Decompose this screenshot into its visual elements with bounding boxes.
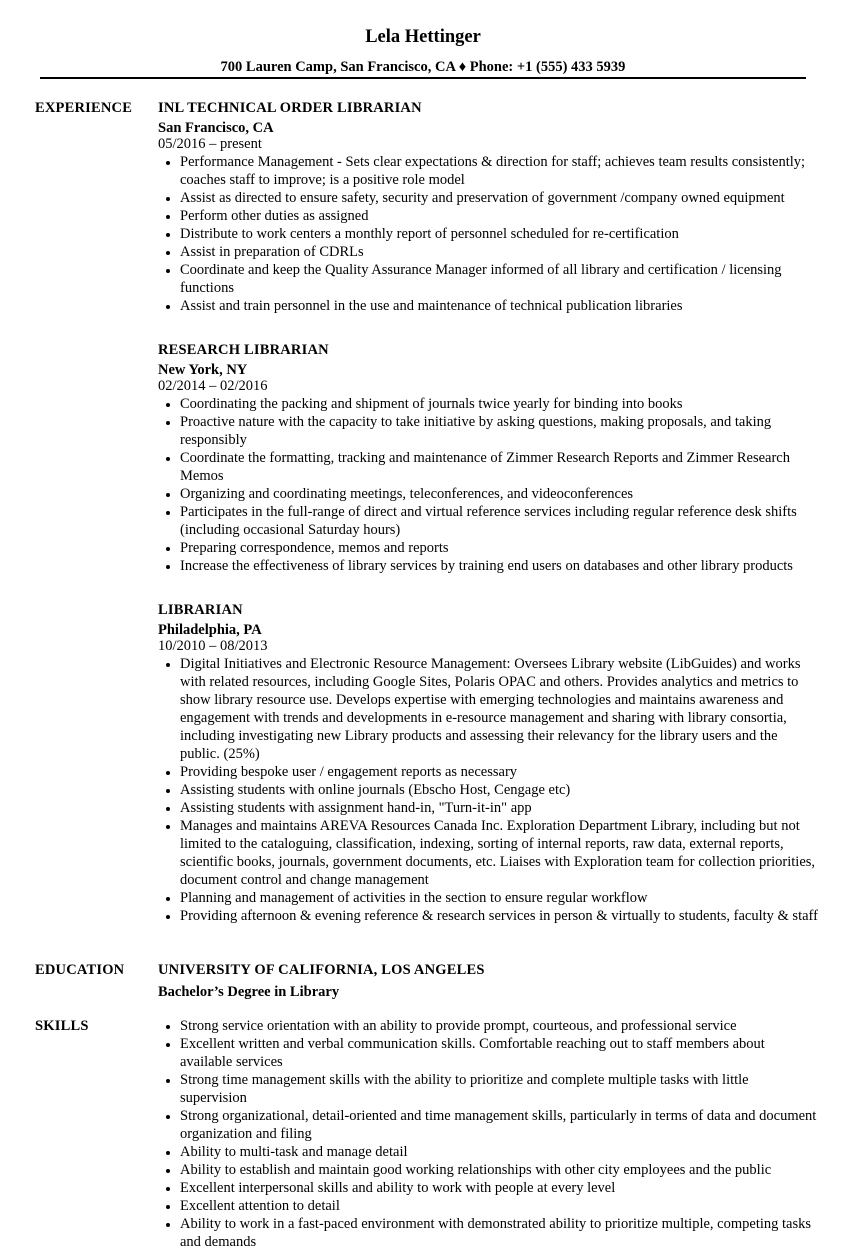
degree: Bachelor’s Degree in Library [158,984,340,1000]
bullet-item: • Assist in preparation of CDRLs [180,243,818,261]
job-title: RESEARCH LIBRARIAN [158,342,329,358]
bullet-item: • Assisting students with assignment hand-in, "Turn-it-in" app [180,799,818,817]
bullet-item: • Performance Management - Sets clear expectations & direction for staff; achieves team results consistently; coaches staff to improve; is a positive role model [180,153,818,189]
skills-body [158,1017,818,1251]
bullet-item: • Providing afternoon & evening reference & research services in person & virtually to students, faculty & staff [180,907,818,925]
bullet-item: • Coordinating the packing and shipment of journals twice yearly for binding into books [180,395,818,413]
skill-item: • Ability to work in a fast-paced environment with demonstrated ability to prioritize multiple, competing tasks and demands [180,1215,818,1251]
skill-item: • Ability to multi-task and manage detail [180,1143,818,1161]
bullet-item: • Coordinate the formatting, tracking and maintenance of Zimmer Research Reports and Zimmer Research Memos [180,449,818,485]
bullet-item: • Providing bespoke user / engagement reports as necessary [180,763,818,781]
job-dates: 10/2010 – 08/2013 [158,638,268,654]
job-bullets [158,395,818,575]
bullet-item: • Participates in the full-range of direct and virtual reference services including regular reference desk shifts (including occasional Saturday hours) [180,503,818,539]
bullet-item: • Distribute to work centers a monthly report of personnel scheduled for re-certification [180,225,818,243]
section-title-experience: EXPERIENCE [35,100,133,116]
job-dates: 05/2016 – present [158,136,262,152]
bullet-item: • Perform other duties as assigned [180,207,818,225]
job-entry [158,341,818,575]
skill-item: • Strong time management skills with the ability to prioritize and complete multiple tasks with little supervision [180,1071,818,1107]
job-title: LIBRARIAN [158,602,243,618]
contact-line: 700 Lauren Camp, San Francisco, CA ♦ Phone: +1 (555) 433 5939 [220,59,626,75]
bullet-item: • Assist as directed to ensure safety, security and preservation of government /company owned equipment [180,189,818,207]
skill-item: • Excellent interpersonal skills and ability to work with people at every level [180,1179,818,1197]
job-entry [158,99,818,315]
header-divider [40,77,806,79]
bullet-item: • Organizing and coordinating meetings, teleconferences, and videoconferences [180,485,818,503]
bullet-item: • Planning and management of activities in the section to ensure regular workflow [180,889,818,907]
bullet-item: • Proactive nature with the capacity to take initiative by asking questions, making proposals, and taking responsibly [180,413,818,449]
skill-item: • Strong service orientation with an ability to provide prompt, courteous, and professional service [180,1017,818,1035]
bullet-item: • Coordinate and keep the Quality Assurance Manager informed of all library and certification / licensing functions [180,261,818,297]
skill-item: • Excellent written and verbal communication skills. Comfortable reaching out to staff members about available services [180,1035,818,1071]
bullet-item: • Increase the effectiveness of library services by training end users on databases and other library products [180,557,818,575]
skill-item: • Strong organizational, detail-oriented and time management skills, particularly in terms of data and document organization and filing [180,1107,818,1143]
job-location: San Francisco, CA [158,120,274,136]
job-dates: 02/2014 – 02/2016 [158,378,268,394]
bullet-item: • Manages and maintains AREVA Resources Canada Inc. Exploration Department Library, including but not limited to the cataloguing, classification, indexing, sorting of internal reports, raw data, external reports, scientific books, journals, government documents, etc. Liaises with Exploration team for collection priorities, document control and change management [180,817,818,889]
skills-list [158,1017,818,1251]
school-name: UNIVERSITY OF CALIFORNIA, LOS ANGELES [158,962,485,978]
bullet-item: • Preparing correspondence, memos and reports [180,539,818,557]
bullet-item: • Assist and train personnel in the use and maintenance of technical publication libraries [180,297,818,315]
experience-body [158,99,818,925]
education-body [158,961,818,1001]
job-title: INL TECHNICAL ORDER LIBRARIAN [158,100,422,116]
section-title-skills: SKILLS [35,1018,89,1034]
bullet-item: • Assisting students with online journals (Ebscho Host, Cengage etc) [180,781,818,799]
job-entry [158,601,818,925]
section-title-education: EDUCATION [35,962,125,978]
job-location: Philadelphia, PA [158,622,262,638]
skill-item: • Ability to establish and maintain good working relationships with other city employees and the public [180,1161,818,1179]
job-location: New York, NY [158,362,248,378]
bullet-item: • Digital Initiatives and Electronic Resource Management: Oversees Library website (LibGuides) and works with related resources, including Google Sites, Polaris OPAC and others. Provides analytics and metrics to show library resource use. Develops expertise with emerging technologies and maintains awareness and engagement with trends and developments in e-resource management and sharing with library consortia, including investigating new Library products and assessing their relevancy for the library users and the public. (25%) [180,655,818,763]
skill-item: • Excellent attention to detail [180,1197,818,1215]
job-bullets [158,655,818,925]
job-bullets [158,153,818,315]
candidate-name: Lela Hettinger [365,27,481,47]
